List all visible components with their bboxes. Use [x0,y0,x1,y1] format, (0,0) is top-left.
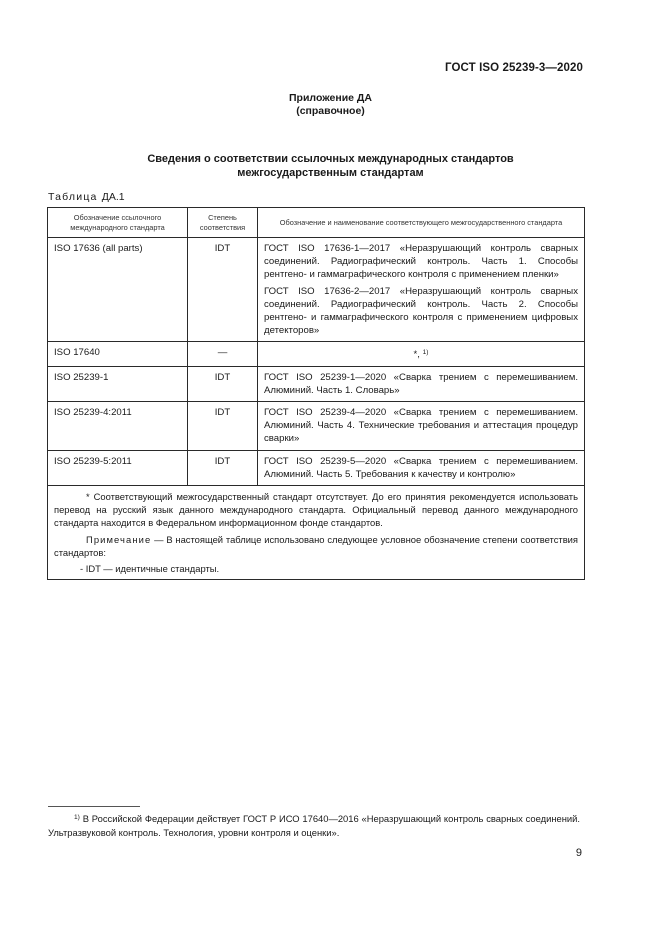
cell-reference: ISO 17636 (all parts) [48,238,188,342]
remark-text: — В настоящей таблице использовано следующее условное обозначение степени соответствия стандартов: [54,533,578,558]
cell-description [258,342,585,366]
footnote-text: В Российской Федерации действует ГОСТ Р ИСО 17640—2016 «Неразрушающий контроль сварных соединений. Ультразвуковой контроль. Технология, уровни контроля и оценки». [48,813,580,838]
table-note-row [48,486,585,580]
table-row [48,366,585,401]
cell-description [258,238,585,342]
table-row [48,402,585,451]
footnote-reference: 1) [422,349,429,357]
cell-reference: ISO 25239-5:2011 [48,450,188,485]
table-caption-number: ДА.1 [101,191,125,203]
cell-description [258,366,585,401]
description-paragraph: ГОСТ ISO 25239-1—2020 «Сварка трением с перемешиванием. Алюминий. Часть 1. Словарь» [264,371,578,396]
cell-reference: ISO 25239-1 [48,366,188,401]
description-paragraph: ГОСТ ISO 25239-4—2020 «Сварка трением с перемешиванием. Алюминий. Часть 4. Технические требования и аттестация процедур сварки» [264,407,578,445]
description-paragraph: ГОСТ ISO 17636-1—2017 «Неразрушающий контроль сварных соединений. Радиографический контроль. Часть 1. Способы рентгено- и гаммаграфического контроля с применением пленки» [264,243,578,281]
asterisk-note: * Соответствующий межгосударственный стандарт отсутствует. До его принятия рекомендуется использовать перевод на русский язык данного международного стандарта. Официальный перевод данного международного стандарта находится в Федеральном информационном фонде стандартов. [54,491,578,529]
footnote-divider [48,806,140,807]
table-header-row [48,208,585,238]
annex-title: Приложение ДА [289,92,372,104]
table-row [48,342,585,366]
column-header-reference: Обозначение ссылочного международного стандарта [48,208,188,238]
remark-label: Примечание [86,533,152,545]
section-heading-line-1: Сведения о соответствии ссылочных международных стандартов [147,153,514,165]
table-notes [48,486,585,580]
annex-subtitle: (справочное) [296,105,365,117]
table-caption [48,191,125,203]
footnote-mark: 1) [74,814,80,821]
column-header-degree: Степень соответствия [188,208,258,238]
cell-reference: ISO 17640 [48,342,188,366]
absence-mark: *, [413,349,420,361]
cell-description [258,450,585,485]
table-remark [54,533,578,559]
cell-degree: IDT [188,366,258,401]
section-heading-line-2: межгосударственным стандартам [237,167,424,179]
remark-bullet: - IDT — идентичные стандарты. [80,563,220,575]
cell-degree: — [188,342,258,366]
page-number: 9 [575,847,582,859]
column-header-description: Обозначение и наименование соответствующего межгосударственного стандарта [258,208,585,238]
cell-degree: IDT [188,402,258,451]
cell-degree: IDT [188,238,258,342]
cell-degree: IDT [188,450,258,485]
cell-description [258,402,585,451]
description-paragraph: ГОСТ ISO 17636-2—2017 «Неразрушающий контроль сварных соединений. Радиографический контроль. Часть 2. Способы рентгено- и гаммаграфического контроля с применением цифровых детекторов» [264,285,578,337]
table-caption-word: Таблица [48,191,98,203]
description-paragraph: ГОСТ ISO 25239-5—2020 «Сварка трением с перемешиванием. Алюминий. Часть 5. Требования к качеству и контролю» [264,455,578,480]
correspondence-table [47,207,585,580]
cell-reference: ISO 25239-4:2011 [48,402,188,451]
footnote [48,811,580,839]
table-row [48,450,585,485]
table-row [48,238,585,342]
document-code: ГОСТ ISO 25239-3—2020 [445,62,583,74]
